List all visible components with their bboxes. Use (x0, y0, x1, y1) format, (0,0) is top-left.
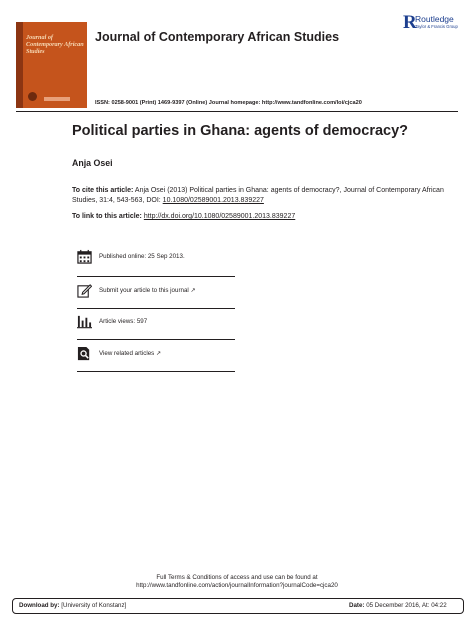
cite-label: To cite this article: (72, 187, 134, 194)
terms-line-1: Full Terms & Conditions of access and use can be found at (156, 574, 318, 581)
published-date: Published online: 25 Sep 2013. (99, 253, 185, 260)
cover-spine (16, 22, 23, 108)
journal-cover-image (16, 22, 87, 108)
bar-chart-icon (77, 314, 92, 329)
meta-divider (77, 339, 235, 340)
meta-divider (77, 308, 235, 309)
routledge-logo-icon: R (403, 12, 417, 33)
issn-text: ISSN: 0258-9001 (Print) 1469-9397 (Online) Journal homepage: http://www.tandfonline.com/loi/cjca20 (95, 100, 362, 106)
citation-block (72, 186, 462, 206)
journal-title: Journal of Contemporary African Studies (95, 30, 340, 44)
terms-url-link[interactable]: http://www.tandfonline.com/action/journalInformation?journalCode=cjca20 (136, 582, 338, 589)
download-value: [University of Konstanz] (59, 602, 127, 609)
article-views: Article views: 597 (99, 318, 148, 325)
submit-article-link[interactable]: Submit your article to this journal ↗ (99, 287, 196, 294)
publisher-name: Routledge (415, 14, 454, 24)
publisher-tagline: Taylor & Francis Group (415, 24, 458, 29)
meta-divider (77, 371, 235, 372)
search-document-icon (77, 346, 92, 361)
link-label: To link to this article: (72, 213, 144, 220)
download-date (349, 602, 447, 609)
article-title: Political parties in Ghana: agents of democracy? (72, 123, 409, 139)
external-link-icon: ↗ (156, 350, 162, 357)
external-link-icon: ↗ (190, 287, 196, 294)
published-row (77, 245, 235, 269)
article-url-link[interactable]: http://dx.doi.org/10.1080/02589001.2013.839227 (143, 213, 296, 220)
calendar-icon (77, 249, 92, 264)
header-divider (16, 111, 458, 112)
doi-link[interactable]: 10.1080/02589001.2013.839227 (162, 197, 264, 204)
terms-notice (0, 574, 474, 590)
download-label: Download by: (19, 602, 60, 609)
related-articles-link[interactable]: View related articles ↗ (99, 350, 162, 357)
cover-title: Journal of Contemporary African Studies (26, 34, 84, 55)
meta-divider (77, 276, 235, 277)
submit-article-row[interactable] (77, 279, 235, 303)
article-author: Anja Osei (72, 158, 113, 168)
cite-text: Anja Osei (2013) Political parties in Ghana: agents of democracy?, Journal of Contemporary African Studies, 31:4, 543-563, DOI: (72, 187, 444, 204)
date-value: 05 December 2016, At: 04:22 (364, 602, 447, 609)
cover-emblem (28, 92, 37, 101)
issn-homepage-line[interactable] (95, 100, 362, 106)
link-block (72, 212, 462, 222)
related-articles-row[interactable] (77, 342, 235, 366)
downloaded-by (19, 602, 126, 609)
cover-publisher-mark (44, 97, 70, 101)
edit-icon (77, 283, 92, 298)
views-row (77, 310, 235, 334)
routledge-logo (403, 13, 463, 35)
date-label: Date: (349, 602, 365, 609)
